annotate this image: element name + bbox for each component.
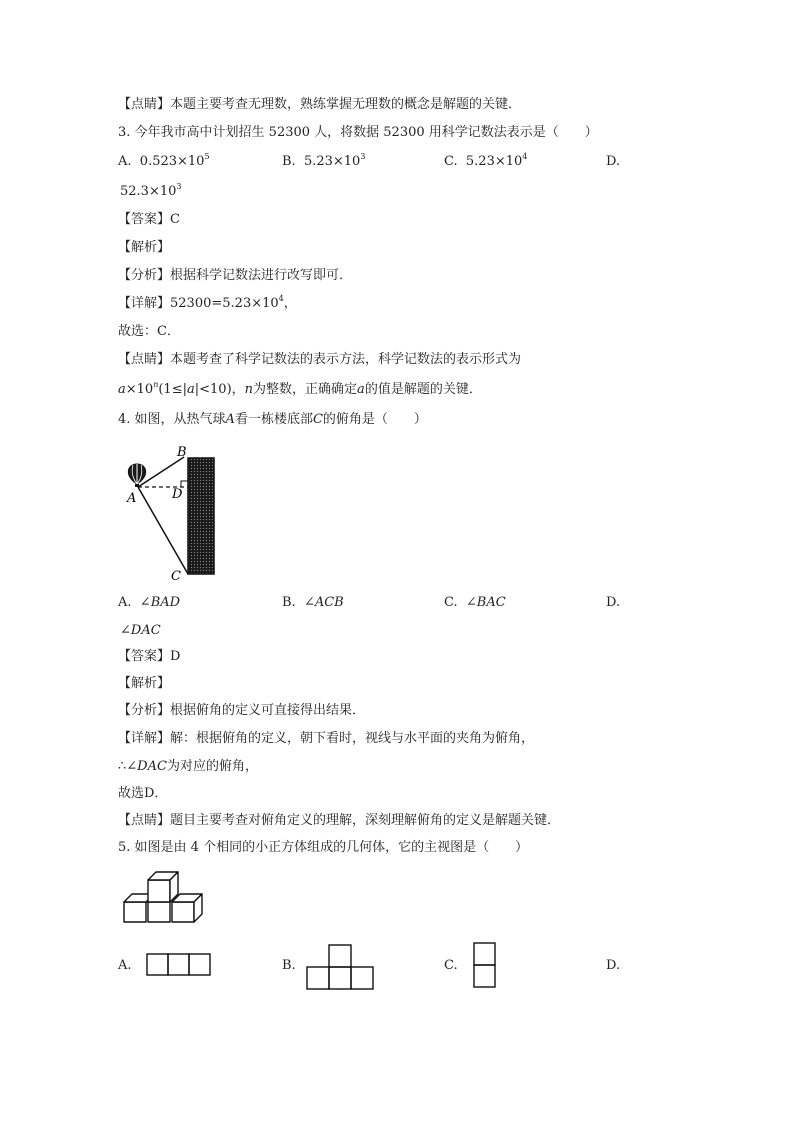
q4-option-d-letter[interactable]: D. (606, 595, 621, 610)
option-letter: B. (282, 595, 296, 610)
q4-answer (118, 648, 180, 666)
q3-stem: 3. 今年我市高中计划招生 52300 人，将数据 52300 用科学记数法表示是（ ） (118, 125, 598, 140)
q3-analysis-heading: 【解析】 (118, 240, 171, 255)
formula-cond2: |<10) (194, 382, 232, 397)
dianjing-text: 题目主要考查对俯角定义的理解，深刻理解俯角的定义是解题关键． (170, 813, 561, 828)
q4-option-b[interactable] (282, 594, 344, 612)
xiangjie-end: ， (283, 296, 297, 311)
option-exp: 5 (204, 152, 210, 161)
q4-option-d-value[interactable]: ∠DAC (120, 623, 161, 638)
q3-answer (118, 211, 180, 229)
option-letter: C. (444, 154, 458, 169)
answer-value: D (170, 649, 181, 664)
stem-point-a: A (225, 412, 235, 427)
q5-stem: 5. 如图是由 4 个相同的小正方体组成的几何体，它的主视图是（ ） (118, 840, 529, 855)
building (188, 458, 214, 574)
q5-option-d[interactable] (606, 957, 620, 975)
label-c: C (171, 569, 181, 584)
q3-dianjing (118, 351, 521, 369)
q3-option-a[interactable] (118, 153, 210, 171)
option-text: ∠ACB (303, 595, 344, 610)
q3-option-d-value[interactable] (120, 183, 181, 201)
formula-n: n (153, 380, 159, 389)
comment-tag: 【点睛】 (118, 97, 171, 112)
option-exp: 3 (176, 182, 182, 191)
formula-x10: ×10 (125, 382, 154, 397)
stem-mid: 看一栋楼底部 (234, 412, 313, 427)
option-text: ∠BAC (465, 595, 506, 610)
formula-a: a (118, 382, 126, 397)
q5-option-a[interactable] (118, 957, 132, 975)
label-b: B (177, 445, 187, 460)
option-letter: C. (444, 958, 458, 973)
q4-analysis-heading: 【解析】 (118, 676, 171, 691)
q5-option-b-figure[interactable] (306, 943, 376, 991)
q4-option-c[interactable] (444, 594, 506, 612)
q3-option-d-letter[interactable]: D. (606, 154, 621, 169)
answer-tag: 【答案】 (118, 212, 171, 227)
therefore-symbol: ∴ (118, 759, 127, 774)
option-base: 52.3×10 (120, 184, 177, 199)
dianjing-tag: 【点睛】 (118, 813, 171, 828)
prev-comment-line (118, 96, 521, 114)
option-letter: D. (606, 958, 621, 973)
q4-conclusion: 故选D． (118, 786, 168, 801)
q3-option-b[interactable] (282, 153, 365, 171)
fenxi-text: 根据俯角的定义可直接得出结果． (170, 703, 366, 718)
comment-text: 本题主要考查无理数，熟练掌握无理数的概念是解题的关键． (170, 97, 522, 112)
xiangjie-tag: 【详解】 (118, 296, 171, 311)
answer-value: C (170, 212, 180, 227)
q5-option-c-figure[interactable] (472, 941, 498, 989)
formula-rest3: 的值是解题的关键． (364, 382, 482, 397)
q5-option-a-figure[interactable] (146, 952, 214, 978)
balloon-building-figure (118, 440, 228, 590)
q5-option-c[interactable] (444, 957, 458, 975)
q5-option-b[interactable] (282, 957, 296, 975)
label-d: D (172, 487, 183, 502)
option-base: 0.523×10 (139, 154, 205, 169)
q3-xiangjie (118, 295, 297, 313)
formula-a2: a (186, 382, 195, 397)
fenxi-text: 根据科学记数法进行改写即可． (170, 268, 353, 283)
dianjing-tag: 【点睛】 (118, 352, 171, 367)
q3-formula-line (118, 381, 482, 399)
q4-dianjing (118, 812, 560, 830)
option-letter: A. (118, 958, 132, 973)
answer-tag: 【答案】 (118, 649, 171, 664)
formula-n2: n (244, 382, 254, 397)
xiangjie-text: 解：根据俯角的定义，朝下看时，视线与水平面的夹角为俯角， (170, 731, 535, 746)
option-base: 5.23×10 (303, 154, 361, 169)
stem-pre: 4. 如图，从热气球 (118, 412, 226, 427)
q4-stem (118, 411, 427, 429)
dianjing-text: 本题考查了科学记数法的表示方法，科学记数法的表示形式为 (170, 352, 522, 367)
formula-a3: a (357, 382, 365, 397)
therefore-angle: ∠DAC (126, 759, 167, 774)
therefore-text: 为对应的俯角， (166, 759, 258, 774)
option-base: 5.23×10 (465, 154, 523, 169)
q3-fenxi (118, 267, 352, 285)
xiangjie-tag: 【详解】 (118, 731, 171, 746)
option-letter: C. (444, 595, 458, 610)
q3-conclusion: 故选：C． (118, 324, 180, 339)
stem-point-c: C (312, 412, 323, 427)
option-letter: B. (282, 154, 296, 169)
formula-cond: (1≤| (158, 382, 187, 397)
option-letter: B. (282, 958, 296, 973)
option-text: ∠BAD (139, 595, 181, 610)
formula-rest2: 为整数，正确确定 (253, 382, 358, 397)
stem-post: 的俯角是（ ） (322, 412, 427, 427)
option-letter: A. (118, 154, 132, 169)
q3-option-c[interactable] (444, 153, 527, 171)
xiangjie-main: 52300=5.23×10 (170, 296, 279, 311)
q4-fenxi (118, 702, 365, 720)
cube-solid-figure (122, 866, 214, 926)
option-exp: 3 (360, 152, 366, 161)
fenxi-tag: 【分析】 (118, 268, 171, 283)
q4-option-a[interactable] (118, 594, 180, 612)
q4-xiangjie (118, 730, 534, 748)
q4-therefore (118, 758, 258, 776)
option-letter: A. (118, 595, 132, 610)
option-exp: 4 (522, 152, 528, 161)
fenxi-tag: 【分析】 (118, 703, 171, 718)
label-a: A (127, 491, 137, 506)
xiangjie-exp: 4 (278, 294, 284, 303)
formula-rest1: ， (231, 382, 245, 397)
